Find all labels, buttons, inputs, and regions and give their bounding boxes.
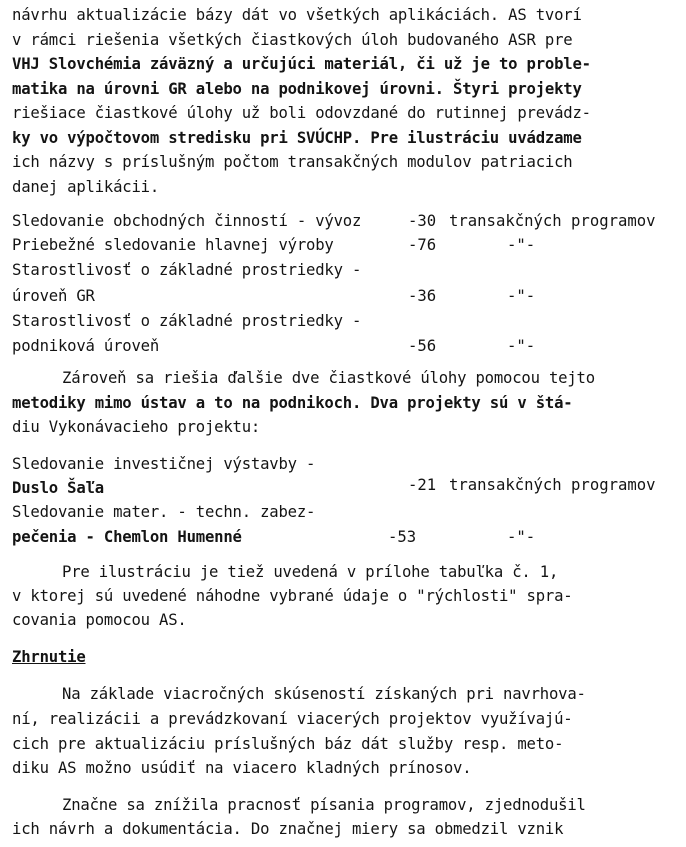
project-name: Duslo Šaľa xyxy=(12,479,104,497)
paragraph1-line: ich názvy s príslušným počtom transakčných modulov patriacich xyxy=(12,153,573,171)
paragraph4-line: diku AS možno usúdiť na viacero kladných prínosov. xyxy=(12,759,472,777)
paragraph1-line: riešiace čiastkové úlohy už boli odovzdané do rutinnej prevádz- xyxy=(12,104,591,122)
section-heading: Zhrnutie xyxy=(12,648,86,666)
project-unit-ditto: -"- xyxy=(507,528,536,546)
project-name: pečenia - Chemlon Humenné xyxy=(12,528,242,546)
paragraph4-line: ní, realizácii a prevádzkovaní viacerých projektov využívajú- xyxy=(12,710,573,728)
project-unit-ditto: -"- xyxy=(507,337,536,355)
project-unit: transakčných programov xyxy=(449,212,656,230)
paragraph3-line: v ktorej sú uvedené náhodne vybrané údaje o "rýchlosti" spra- xyxy=(12,587,573,605)
project-count: -36 xyxy=(408,287,437,305)
paragraph1-line: ky vo výpočtovom stredisku pri SVÚCHP. Pre ilustráciu uvádzame xyxy=(12,129,582,147)
paragraph3-line: covania pomocou AS. xyxy=(12,611,187,629)
paragraph1-line: VHJ Slovchémia záväzný a určujúci materiál, či už je to proble- xyxy=(12,55,591,73)
project-name: Sledovanie mater. - techn. zabez- xyxy=(12,503,316,521)
paragraph1-line: návrhu aktualizácie bázy dát vo všetkých aplikáciách. AS tvorí xyxy=(12,6,582,24)
paragraph4-line: Na základe viacročných skúseností získaných pri navrhova- xyxy=(62,685,586,703)
paragraph2-line: metodiky mimo ústav a to na podnikoch. Dva projekty sú v štá- xyxy=(12,394,573,412)
project-name: úroveň GR xyxy=(12,287,95,305)
paragraph5-line: Značne sa znížila pracnosť písania programov, zjednodušil xyxy=(62,796,586,814)
paragraph1-line: v rámci riešenia všetkých čiastkových úloh budovaného ASR pre xyxy=(12,31,573,49)
project-unit-ditto: -"- xyxy=(507,236,536,254)
project-count: -56 xyxy=(408,337,437,355)
paragraph1-line: danej aplikácii. xyxy=(12,178,160,196)
paragraph3-line: Pre ilustráciu je tiež uvedená v prílohe tabuľka č. 1, xyxy=(62,563,559,581)
paragraph5-line: ich návrh a dokumentácia. Do značnej miery sa obmedzil vznik xyxy=(12,820,564,838)
project-name: Starostlivosť o základné prostriedky - xyxy=(12,312,362,330)
project-name: Starostlivosť o základné prostriedky - xyxy=(12,261,362,279)
project-count: -53 xyxy=(388,528,417,546)
project-name: Sledovanie investičnej výstavby - xyxy=(12,455,316,473)
project-count: -30 xyxy=(408,212,437,230)
project-unit-ditto: -"- xyxy=(507,287,536,305)
paragraph2-line: Zároveň sa riešia ďalšie dve čiastkové úlohy pomocou tejto xyxy=(62,369,595,387)
paragraph1-line: matika na úrovni GR alebo na podnikovej úrovni. Štyri projekty xyxy=(12,80,582,98)
project-name: Sledovanie obchodných činností - vývoz xyxy=(12,212,362,230)
paragraph2-line: diu Vykonávacieho projektu: xyxy=(12,418,261,436)
project-count: -76 xyxy=(408,236,437,254)
project-count: -21 xyxy=(408,476,437,494)
paragraph4-line: cich pre aktualizáciu príslušných báz dát služby resp. meto- xyxy=(12,735,564,753)
project-name: Priebežné sledovanie hlavnej výroby xyxy=(12,236,334,254)
project-name: podniková úroveň xyxy=(12,337,160,355)
project-unit: transakčných programov xyxy=(449,476,656,494)
